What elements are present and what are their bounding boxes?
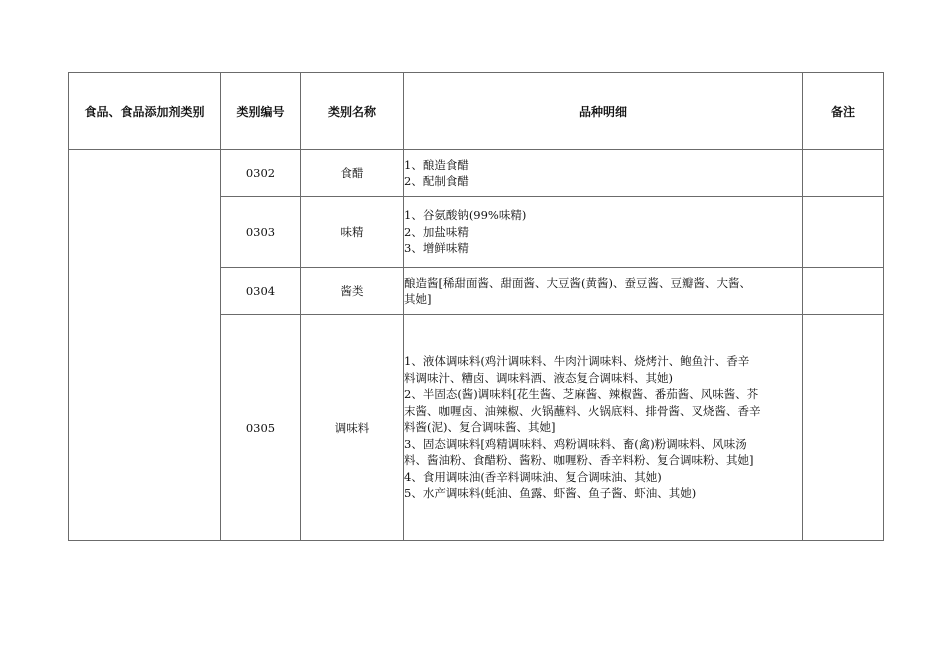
variety-detail-cell <box>404 197 803 268</box>
detail-line: 1、液体调味料(鸡汁调味料、牛肉汁调味料、烧烤汁、鲍鱼汁、香辛 <box>404 354 750 369</box>
detail-line: 2、半固态(酱)调味料[花生酱、芝麻酱、辣椒酱、番茄酱、风味酱、芥 <box>404 387 759 402</box>
category-code-cell: 0302 <box>221 150 301 197</box>
header-variety-detail: 品种明细 <box>404 73 803 150</box>
detail-line: 料、酱油粉、食醋粉、酱粉、咖喱粉、香辛料粉、复合调味粉、其她] <box>404 453 754 468</box>
detail-line: 1、谷氨酸钠(99%味精) <box>404 208 527 223</box>
category-code-cell: 0304 <box>221 268 301 315</box>
variety-detail-cell <box>404 268 803 315</box>
detail-line: 其她] <box>404 292 432 306</box>
header-food-category: 食品、食品添加剂类别 <box>69 73 221 150</box>
variety-detail-cell <box>404 315 803 541</box>
category-name-cell: 调味料 <box>301 315 404 541</box>
detail-line: 料调味汁、糟卤、调味料酒、液态复合调味料、其她) <box>404 370 673 385</box>
table-row <box>69 150 884 197</box>
header-category-name: 类别名称 <box>301 73 404 150</box>
category-table <box>68 72 884 541</box>
header-category-code: 类别编号 <box>221 73 301 150</box>
category-code-cell: 0305 <box>221 315 301 541</box>
food-category-cell <box>69 150 221 541</box>
remarks-cell <box>803 268 884 315</box>
detail-line: 酿造酱[稀甜面酱、甜面酱、大豆酱(黄酱)、蚕豆酱、豆瓣酱、大酱、 <box>404 275 751 290</box>
remarks-cell <box>803 150 884 197</box>
category-name-cell: 酱类 <box>301 268 404 315</box>
category-name-cell: 食醋 <box>301 150 404 197</box>
remarks-cell <box>803 197 884 268</box>
detail-line: 3、固态调味料[鸡精调味料、鸡粉调味料、畜(禽)粉调味料、风味汤 <box>404 436 747 451</box>
detail-line: 2、加盐味精 <box>404 224 469 239</box>
header-row <box>69 73 884 150</box>
detail-line: 料酱(泥)、复合调味酱、其她] <box>404 420 556 435</box>
category-code-cell: 0303 <box>221 197 301 268</box>
detail-line: 5、水产调味料(蚝油、鱼露、虾酱、鱼子酱、虾油、其她) <box>404 486 697 501</box>
detail-line: 3、增鲜味精 <box>404 241 469 256</box>
detail-line: 1、酿造食醋 <box>404 157 469 172</box>
detail-line: 末酱、咖喱卤、油辣椒、火锅蘸料、火锅底料、排骨酱、叉烧酱、香辛 <box>404 403 761 418</box>
category-name-cell: 味精 <box>301 197 404 268</box>
variety-detail-cell <box>404 150 803 197</box>
remarks-cell <box>803 315 884 541</box>
detail-line: 4、食用调味油(香辛料调味油、复合调味油、其她) <box>404 469 662 484</box>
header-remarks: 备注 <box>803 73 884 150</box>
detail-line: 2、配制食醋 <box>404 174 469 188</box>
